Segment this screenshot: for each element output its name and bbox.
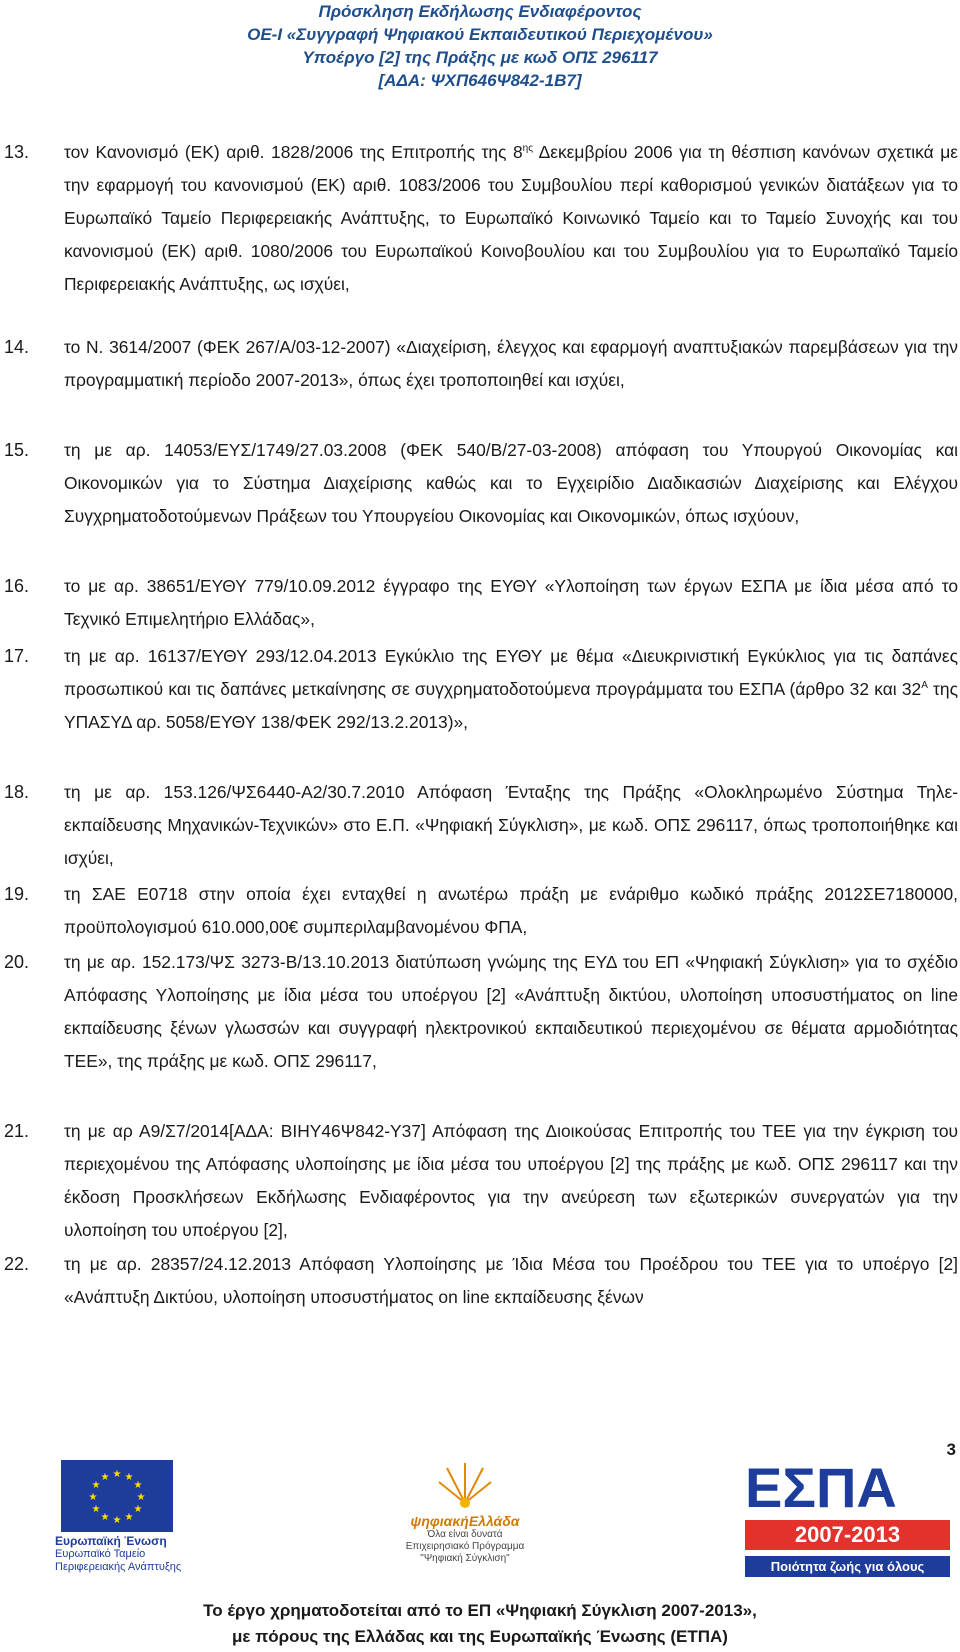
item-number: 17. (4, 646, 30, 666)
page-number: 3 (946, 1440, 956, 1459)
header-line-2: ΟΕ-Ι «Συγγραφή Ψηφιακού Εκπαιδευτικού Περιεχομένου» (247, 25, 713, 44)
item-number: 22. (4, 1254, 30, 1274)
eu-caption-2: Ευρωπαϊκό Ταμείο (55, 1548, 146, 1560)
item-text: τη με αρ. 153.126/ΨΣ6440-Α2/30.7.2010 Απόφαση Ένταξης της Πράξης «Ολοκληρωμένο Σύστημα Τηλε-εκπαίδευσης Μηχανικών-Τεχνικών» στο Ε.Π. «Ψηφιακή Σύγκλιση», με κωδ. ΟΠΣ 296117, όπως τροποποιήθηκε και ισχύει, (64, 782, 958, 868)
item-number: 13. (4, 142, 30, 162)
espa-slogan: Ποιότητα ζωής για όλους (745, 1556, 950, 1577)
svg-text:★: ★ (88, 1492, 98, 1503)
svg-text:★: ★ (91, 1504, 101, 1515)
item-text: τη με αρ. 16137/ΕΥΘΥ 293/12.04.2013 Εγκύκλιο της ΕΥΘΥ με θέμα «Διευκρινιστική Εγκύκλιος για τις δαπάνες προσωπικού και τις δαπάνες μετκαίνησης σε συγχρηματοδοτούμενα προγράμματα του ΕΣΠΑ (άρθρο 32 και $32^A$ της ΥΠΑΣΥΔ αρ. 5058/ΕΥΘΥ 138/ΦΕΚ 292/13.2.2013)», (64, 646, 958, 732)
item-number: 14. (4, 337, 30, 357)
item-number: 20. (4, 952, 30, 972)
espa-logo (745, 1456, 950, 1577)
digital-brand: ψηφιακήΕλλάδα (410, 1513, 520, 1529)
item-number: 15. (4, 440, 30, 460)
footer-line-2: με πόρους της Ελλάδας και της Ευρωπαϊκής Ένωσης (ΕΤΠΑ) (232, 1627, 728, 1646)
sunburst-icon (435, 1458, 495, 1508)
eu-caption-3: Περιφερειακής Ανάπτυξης (55, 1561, 182, 1573)
digital-sub-2: "Ψηφιακή Σύγκλιση" (420, 1553, 510, 1564)
header-line-3: Υποέργο [2] της Πράξης με κωδ ΟΠΣ 296117 (302, 48, 658, 67)
item-number: 19. (4, 884, 30, 904)
item-text: τη με αρ. 152.173/ΨΣ 3273-Β/13.10.2013 διατύπωση γνώμης της ΕΥΔ του ΕΠ «Ψηφιακή Σύγκλιση» για το σχέδιο Απόφασης Υλοποίησης με ίδια μέσα του υποέργου [2] «Ανάπτυξη δικτύου, υλοποίηση υποσυστήματος on line εκπαίδευσης ξένων γλωσσών και συγγραφή ηλεκτρονικού εκπαιδευτικού περιεχομένου σε θέματα αρμοδιότητας ΤΕΕ», της πράξης με κωδ. ΟΠΣ 296117, (64, 952, 958, 1071)
item-text: τον Κανονισμό (ΕΚ) αριθ. 1828/2006 της Επιτροπής της $8^{\eta\varsigma}$ Δεκεμβρίου 2006 για τη θέσπιση κανόνων σχετικά με την εφαρμογή του κανονισμού (ΕΚ) αριθ. 1083/2006 του Συμβουλίου περί καθορισμού γενικών διατάξεων για το Ευρωπαϊκό Ταμείο Περιφερειακής Ανάπτυξης, το Ευρωπαϊκό Κοινωνικό Ταμείο και το Ταμείο Συνοχής και του κανονισμού (ΕΚ) αριθ. 1080/2006 του Ευρωπαϊκού Κοινοβουλίου και του Συμβουλίου για το Ευρωπαϊκό Ταμείο Περιφερειακής Ανάπτυξης, ως ισχύει, (64, 142, 958, 294)
funding-footer (0, 1598, 960, 1650)
eu-caption-1: Ευρωπαϊκή Ένωση (55, 1534, 167, 1548)
svg-text:★: ★ (133, 1504, 143, 1515)
item-text: το με αρ. 38651/ΕΥΘΥ 779/10.09.2012 έγγραφο της ΕΥΘΥ «Υλοποίηση των έργων ΕΣΠΑ με ίδια μέσα από το Τεχνικό Επιμελητήριο Ελλάδας», (64, 576, 958, 629)
svg-text:★: ★ (124, 1472, 134, 1483)
item-number: 21. (4, 1121, 30, 1141)
svg-text:★: ★ (91, 1480, 101, 1491)
digital-slogan: Όλα είναι δυνατά (427, 1529, 503, 1540)
logo-strip (0, 1450, 960, 1580)
espa-title: ΕΣΠΑ (745, 1456, 897, 1519)
svg-text:★: ★ (124, 1512, 134, 1523)
item-text: το Ν. 3614/2007 (ΦΕΚ 267/Α/03-12-2007) «Διαχείριση, έλεγχος και εφαρμογή αναπτυξιακών παρεμβάσεων για την προγραμματική περίοδο 2007-2013», όπως έχει τροποποιηθεί και ισχύει, (64, 337, 958, 390)
svg-text:★: ★ (136, 1492, 146, 1503)
item-text: τη ΣΑΕ Ε0718 στην οποία έχει ενταχθεί η ανωτέρω πράξη με ενάριθμο κωδικό πράξης 2012ΣΕ7180000, προϋπολογισμού 610.000,00€ συμπεριλαμβανομένου ΦΠΑ, (64, 884, 958, 937)
eu-logo (55, 1460, 190, 1574)
digital-greece-logo (405, 1458, 525, 1565)
digital-sub-1: Επιχειρησιακό Πρόγραμμα (405, 1541, 525, 1552)
item-number: 16. (4, 576, 30, 596)
svg-text:★: ★ (133, 1480, 143, 1491)
item-text: τη με αρ. 14053/ΕΥΣ/1749/27.03.2008 (ΦΕΚ 540/Β/27-03-2008) απόφαση του Υπουργού Οικονομίας και Οικονομικών για το Σύστημα Διαχείρισης καθώς και το Εγχειρίδιο Διαδικασιών Διαχείρισης και Ελέγχου Συγχρηματοδοτούμενων Πράξεων του Υπουργείου Οικονομίας και Οικονομικών, όπως ισχύουν, (64, 440, 958, 526)
svg-text:★: ★ (112, 1469, 122, 1480)
document-header (0, 0, 960, 92)
svg-text:★: ★ (100, 1512, 110, 1523)
footer-line-1: Το έργο χρηματοδοτείται από το ΕΠ «Ψηφιακή Σύγκλιση 2007-2013», (203, 1601, 757, 1620)
svg-text:★: ★ (112, 1515, 122, 1526)
item-text: τη με αρ. 28357/24.12.2013 Απόφαση Υλοποίησης με Ίδια Μέσα του Προέδρου του ΤΕΕ για το υποέργο [2] «Ανάπτυξη Δικτύου, υλοποίηση υποσυστήματος on line εκπαίδευσης ξένων (64, 1254, 958, 1307)
svg-text:★: ★ (100, 1472, 110, 1483)
item-text: τη με αρ Α9/Σ7/2014[ΑΔΑ: ΒΙΗΥ46Ψ842-Υ37] Απόφαση της Διοικούσας Επιτροπής του ΤΕΕ για την έγκριση του περιεχομένου της Απόφασης υλοποίησης με ίδια μέσα του υποέργου [2] της πράξης με κωδ. ΟΠΣ 296117 και την έκδοση Προσκλήσεων Εκδήλωσης Ενδιαφέροντος για την ανεύρεση των εξωτερικών συνεργατών για την υλοποίηση του υποέργου [2], (64, 1121, 958, 1240)
espa-years: 2007-2013 (745, 1520, 950, 1550)
header-line-1: Πρόσκληση Εκδήλωσης Ενδιαφέροντος (318, 2, 642, 21)
eu-flag-icon (61, 1460, 173, 1532)
header-line-4: [ΑΔΑ: ΨΧΠ646Ψ842-1Β7] (378, 71, 582, 90)
item-number: 18. (4, 782, 30, 802)
